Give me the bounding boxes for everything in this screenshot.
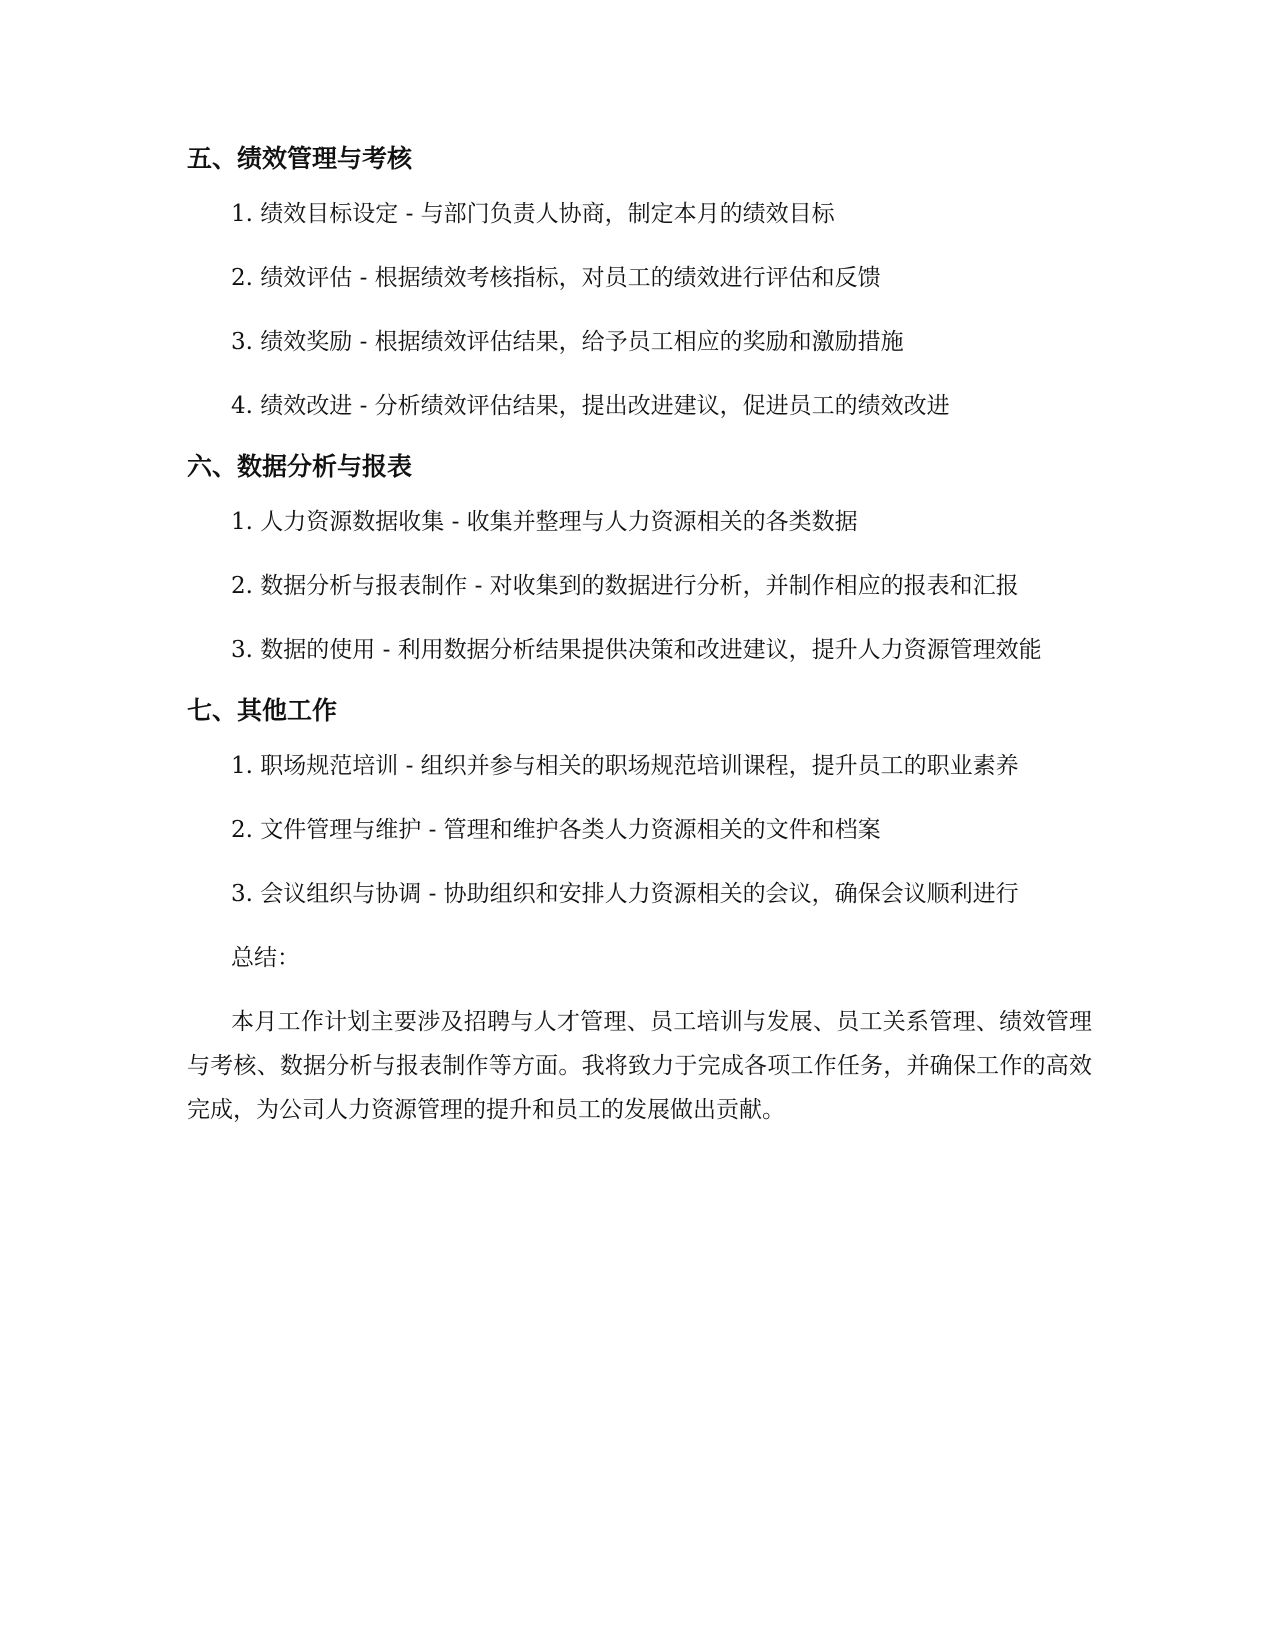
list-item: 1. 人力资源数据收集 - 收集并整理与人力资源相关的各类数据 (231, 509, 858, 535)
section-heading-other-work: 七、其他工作 (187, 696, 338, 725)
summary-paragraph: 本月工作计划主要涉及招聘与人才管理、员工培训与发展、员工关系管理、绩效管理与考核、数据分析与报表制作等方面。我将致力于完成各项工作任务，并确保工作的高效完成，为公司人力资源管理的提升和员工的发展做出贡献。 (187, 1009, 1092, 1123)
list-item: 1. 职场规范培训 - 组织并参与相关的职场规范培训课程，提升员工的职业素养 (231, 753, 1019, 779)
list-item: 2. 文件管理与维护 - 管理和维护各类人力资源相关的文件和档案 (231, 817, 881, 843)
list-item: 3. 绩效奖励 - 根据绩效评估结果，给予员工相应的奖励和激励措施 (231, 329, 904, 355)
list-item: 1. 绩效目标设定 - 与部门负责人协商，制定本月的绩效目标 (231, 201, 835, 227)
list-item: 3. 会议组织与协调 - 协助组织和安排人力资源相关的会议，确保会议顺利进行 (231, 881, 1019, 907)
section-heading-performance: 五、绩效管理与考核 (187, 144, 413, 173)
document-page (187, 140, 1092, 1132)
list-item: 4. 绩效改进 - 分析绩效评估结果，提出改进建议，促进员工的绩效改进 (231, 393, 950, 419)
list-item: 2. 数据分析与报表制作 - 对收集到的数据进行分析，并制作相应的报表和汇报 (231, 573, 1019, 599)
section-heading-data-analysis: 六、数据分析与报表 (187, 452, 413, 481)
summary-label: 总结： (231, 945, 300, 971)
list-item: 2. 绩效评估 - 根据绩效考核指标，对员工的绩效进行评估和反馈 (231, 265, 881, 291)
list-item: 3. 数据的使用 - 利用数据分析结果提供决策和改进建议，提升人力资源管理效能 (231, 637, 1042, 663)
